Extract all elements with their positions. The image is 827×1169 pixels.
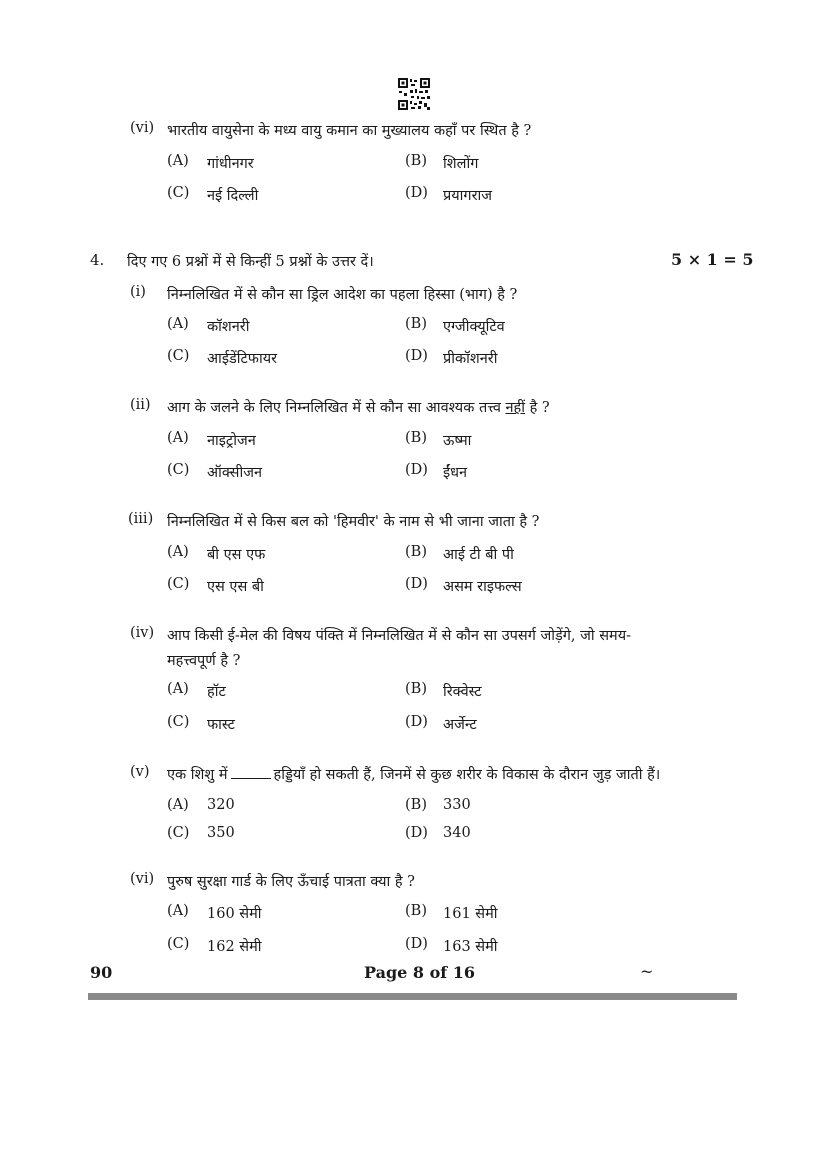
question-number: (iv) (130, 625, 155, 641)
question-text: पुरुष सुरक्षा गार्ड के लिए ऊँचाई पात्रता क्या है ? (167, 874, 415, 890)
question-text: आग के जलने के लिए निम्नलिखित में से कौन सा आवश्यक तत्त्व नहीं है ? (167, 400, 550, 416)
option-text: गांधीनगर (207, 156, 254, 172)
question-number: (v) (130, 764, 150, 780)
option-text: आई टी बी पी (443, 547, 514, 563)
question-number: (vi) (130, 120, 155, 136)
option-text: 320 (207, 797, 235, 813)
option-text: 161 सेमी (443, 906, 498, 922)
option-text: 162 सेमी (207, 939, 262, 955)
option-text: नाइट्रोजन (207, 433, 256, 449)
option-text: अर्जेन्ट (443, 717, 477, 733)
option-label: (A) (167, 797, 189, 813)
option-label: (D) (405, 825, 428, 841)
option-text: रिक्वेस्ट (443, 684, 482, 700)
option-label: (C) (167, 714, 190, 730)
paper-code: 90 (90, 963, 113, 982)
option-label: (A) (167, 153, 189, 169)
option-label: (C) (167, 825, 190, 841)
option-text: असम राइफल्स (443, 579, 522, 595)
option-text: ऑक्सीजन (207, 465, 263, 481)
option-label: (B) (405, 797, 427, 813)
option-label: (B) (405, 316, 427, 332)
question-text: एक शिशु में हड्डियाँ हो सकती हैं, जिनमें से कुछ शरीर के विकास के दौरान जुड़ जाती हैं। (167, 767, 661, 783)
section-number: 4. (90, 251, 105, 269)
option-label: (D) (405, 348, 428, 364)
option-text: प्रयागराज (443, 188, 493, 204)
question-text: भारतीय वायुसेना के मध्य वायु कमान का मुख्यालय कहाँ पर स्थित है ? (167, 123, 532, 139)
section-marks: 5 × 1 = 5 (671, 250, 754, 269)
page-number: Page 8 of 16 (364, 963, 475, 982)
option-text: नई दिल्ली (207, 188, 259, 204)
option-text: बी एस एफ (207, 547, 266, 563)
option-label: (A) (167, 903, 189, 919)
option-text: हॉट (207, 684, 226, 700)
option-label: (A) (167, 316, 189, 332)
question-text: निम्नलिखित में से किस बल को 'हिमवीर' के नाम से भी जाना जाता है ? (167, 514, 540, 530)
option-label: (B) (405, 681, 427, 697)
option-label: (C) (167, 185, 190, 201)
option-label: (A) (167, 544, 189, 560)
option-text: ऊष्मा (443, 433, 472, 449)
option-label: (C) (167, 462, 190, 478)
option-text: 160 सेमी (207, 906, 262, 922)
section-instruction: दिए गए 6 प्रश्नों में से किन्हीं 5 प्रश्नों के उत्तर दें। (127, 254, 374, 270)
option-text: 330 (443, 797, 471, 813)
option-text: शिलोंग (443, 156, 479, 172)
option-label: (D) (405, 576, 428, 592)
question-text: निम्नलिखित में से कौन सा ड्रिल आदेश का पहला हिस्सा (भाग) है ? (167, 287, 518, 303)
question-number: (iii) (128, 511, 154, 527)
option-text: 163 सेमी (443, 939, 498, 955)
fill-in-blank (231, 777, 271, 779)
option-text: 350 (207, 825, 235, 841)
option-label: (D) (405, 462, 428, 478)
option-label: (B) (405, 153, 427, 169)
question-number: (vi) (130, 871, 155, 887)
question-number: (ii) (130, 397, 151, 413)
option-text: ईंधन (443, 465, 468, 481)
option-label: (B) (405, 544, 427, 560)
question-text-line2: महत्त्वपूर्ण है ? (167, 653, 241, 669)
option-label: (A) (167, 430, 189, 446)
option-text: फास्ट (207, 717, 235, 733)
footer-tilde: ~ (640, 962, 654, 981)
qr-code-icon (398, 78, 430, 110)
option-text: 340 (443, 825, 471, 841)
option-label: (A) (167, 681, 189, 697)
option-text: कॉशनरी (207, 319, 250, 335)
option-label: (D) (405, 714, 428, 730)
question-number: (i) (130, 284, 146, 300)
option-label: (C) (167, 576, 190, 592)
option-label: (C) (167, 936, 190, 952)
option-text: एग्जीक्यूटिव (443, 319, 505, 335)
option-label: (B) (405, 430, 427, 446)
option-label: (B) (405, 903, 427, 919)
option-text: प्रीकॉशनरी (443, 351, 498, 367)
option-label: (C) (167, 348, 190, 364)
question-text-line1: आप किसी ई-मेल की विषय पंक्ति में निम्नलिखित में से कौन सा उपसर्ग जोड़ेंगे, जो समय- (167, 628, 632, 644)
emphasis-underline: नहीं (505, 400, 526, 416)
option-label: (D) (405, 936, 428, 952)
option-label: (D) (405, 185, 428, 201)
footer-divider (88, 993, 737, 1000)
option-text: एस एस बी (207, 579, 264, 595)
option-text: आईडेंटिफायर (207, 351, 278, 367)
